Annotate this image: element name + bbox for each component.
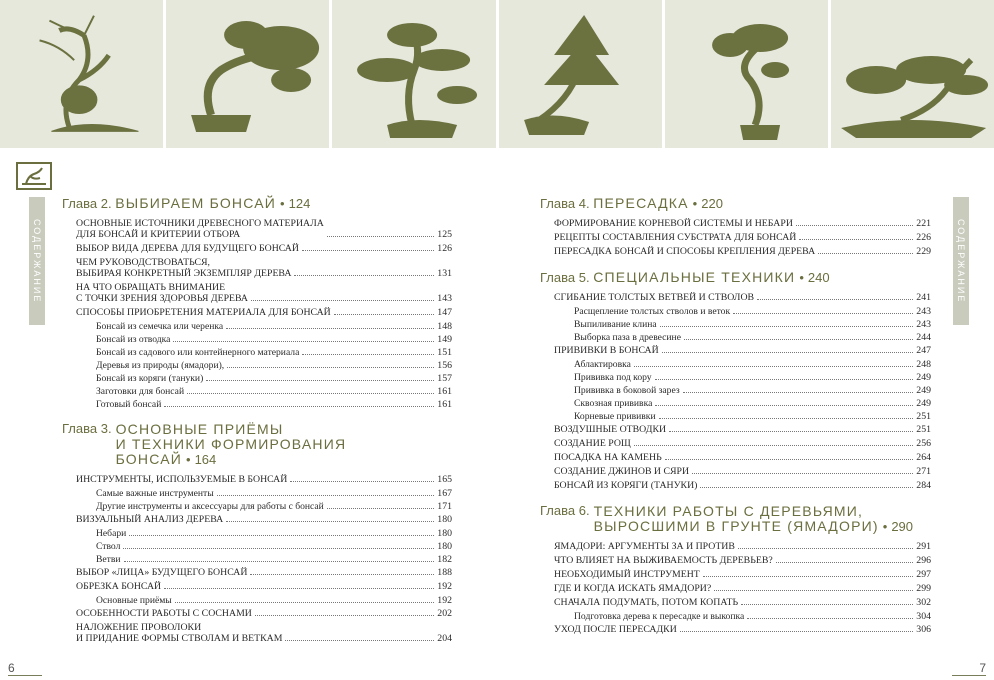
dot-leader xyxy=(684,339,913,340)
entry-title: ВИЗУАЛЬНЫЙ АНАЛИЗ ДЕРЕВА xyxy=(76,514,224,525)
chapter-label: Глава 2. xyxy=(62,196,112,211)
entry-title: ФОРМИРОВАНИЕ КОРНЕВОЙ СИСТЕМЫ И НЕБАРИ xyxy=(554,218,793,229)
dot-leader xyxy=(738,548,913,549)
entry-page: 180 xyxy=(437,514,452,525)
toc-entry[interactable] xyxy=(76,608,452,619)
dot-leader xyxy=(714,590,913,591)
chapter-entries xyxy=(554,218,931,257)
entry-title: Основные приёмы xyxy=(96,595,172,606)
toc-entry[interactable] xyxy=(554,555,931,566)
entry-page: 202 xyxy=(437,608,452,619)
toc-entry[interactable] xyxy=(554,232,931,243)
toc-entry[interactable] xyxy=(76,567,452,578)
entry-title: СПОСОБЫ ПРИОБРЕТЕНИЯ МАТЕРИАЛА ДЛЯ БОНСАЙ xyxy=(76,307,331,318)
entry-page: 249 xyxy=(916,385,931,396)
entry-title: Выпиливание клина xyxy=(574,319,657,330)
bonsai-illustration-6 xyxy=(831,0,994,148)
dot-leader xyxy=(327,236,434,237)
entry-page: 251 xyxy=(916,424,931,435)
toc-entry[interactable] xyxy=(554,345,931,356)
entry-page: 192 xyxy=(437,595,452,606)
toc-subentry[interactable] xyxy=(574,372,931,383)
entry-page: 296 xyxy=(916,555,931,566)
chapter-page: 124 xyxy=(288,196,311,211)
entry-page: 147 xyxy=(437,307,452,318)
dot-leader xyxy=(692,473,913,474)
entry-title: ЯМАДОРИ: АРГУМЕНТЫ ЗА И ПРОТИВ xyxy=(554,541,735,552)
entry-page: 182 xyxy=(437,554,452,565)
entry-page: 131 xyxy=(437,268,452,279)
dot-leader xyxy=(700,487,913,488)
toc-entry[interactable] xyxy=(76,218,452,240)
entry-page: 180 xyxy=(437,541,452,552)
toc-subentry[interactable] xyxy=(96,488,452,499)
entry-page: 243 xyxy=(916,306,931,317)
entry-title: СОЗДАНИЕ ДЖИНОВ И СЯРИ xyxy=(554,466,690,477)
entry-page: 229 xyxy=(916,246,931,257)
toc-entry[interactable] xyxy=(554,541,931,552)
dot-leader xyxy=(173,341,434,342)
dot-leader xyxy=(634,366,913,367)
entry-title: Сквозная прививка xyxy=(574,398,653,409)
entry-page: 148 xyxy=(437,321,452,332)
entry-page: 302 xyxy=(916,597,931,608)
entry-page: 256 xyxy=(916,438,931,449)
entry-page: 126 xyxy=(437,243,452,254)
toc-entry[interactable] xyxy=(76,282,452,304)
entry-title: ОСНОВНЫЕ ИСТОЧНИКИ ДРЕВЕСНОГО МАТЕРИАЛА ДЛЯ БОНСАЙ И КРИТЕРИИ ОТБОРА xyxy=(76,218,324,240)
chapter-title: СПЕЦИАЛЬНЫЕ ТЕХНИКИ xyxy=(593,269,796,285)
entry-title: Выборка паза в древесине xyxy=(574,332,681,343)
entry-page: 161 xyxy=(437,399,452,410)
entry-page: 244 xyxy=(916,332,931,343)
entry-title: СГИБАНИЕ ТОЛСТЫХ ВЕТВЕЙ И СТВОЛОВ xyxy=(554,292,755,303)
entry-page: 204 xyxy=(437,633,452,644)
toc-subentry[interactable] xyxy=(96,399,452,410)
bullet-separator: • xyxy=(882,519,888,534)
entry-page: 284 xyxy=(916,480,931,491)
entry-page: 297 xyxy=(916,569,931,580)
entry-page: 149 xyxy=(437,334,452,345)
toc-subentry[interactable] xyxy=(574,398,931,409)
chapter-heading xyxy=(62,196,452,211)
chapter-title: ТЕХНИКИ РАБОТЫ С ДЕРЕВЬЯМИ, ВЫРОСШИМИ В ГРУНТЕ (ЯМАДОРИ) xyxy=(593,503,879,534)
dot-leader xyxy=(123,548,434,549)
toc-left-column xyxy=(62,196,452,647)
toc-entry[interactable] xyxy=(554,452,931,463)
dot-leader xyxy=(302,354,434,355)
toc-entry[interactable] xyxy=(554,292,931,303)
dot-leader xyxy=(226,328,434,329)
dot-leader xyxy=(683,392,914,393)
chapter-heading xyxy=(540,270,931,285)
entry-title: Прививка под кору xyxy=(574,372,652,383)
dot-leader xyxy=(124,561,435,562)
bullet-separator: • xyxy=(280,196,285,211)
toc-subentry[interactable] xyxy=(574,306,931,317)
chapter-heading xyxy=(540,196,931,211)
bullet-separator: • xyxy=(799,270,804,285)
entry-page: 299 xyxy=(916,583,931,594)
dot-leader xyxy=(747,618,913,619)
entry-title: БОНСАЙ ИЗ КОРЯГИ (ТАНУКИ) xyxy=(554,480,698,491)
dot-leader xyxy=(659,418,914,419)
bullet-separator: • xyxy=(692,196,698,211)
entry-page: 264 xyxy=(916,452,931,463)
chapter-heading xyxy=(540,504,931,534)
entry-page: 221 xyxy=(916,218,931,229)
bonsai-image-strip xyxy=(0,0,994,148)
toc-entry[interactable] xyxy=(554,624,931,635)
entry-title: Корневые прививки xyxy=(574,411,656,422)
entry-title: ВОЗДУШНЫЕ ОТВОДКИ xyxy=(554,424,667,435)
entry-page: 165 xyxy=(437,474,452,485)
entry-page: 143 xyxy=(437,293,452,304)
dot-leader xyxy=(226,521,434,522)
chapter-label: Глава 5. xyxy=(540,270,590,285)
entry-title: Бонсай из коряги (тануки) xyxy=(96,373,204,384)
entry-page: 157 xyxy=(437,373,452,384)
bonsai-illustration-2 xyxy=(166,0,329,148)
dot-leader xyxy=(799,239,913,240)
dot-leader xyxy=(164,406,434,407)
entry-title: ВЫБОР «ЛИЦА» БУДУЩЕГО БОНСАЙ xyxy=(76,567,248,578)
entry-title: ПЕРЕСАДКА БОНСАЙ И СПОСОБЫ КРЕПЛЕНИЯ ДЕРЕВА xyxy=(554,246,816,257)
toc-entry[interactable] xyxy=(76,474,452,485)
entry-title: Деревья из природы (ямадори), xyxy=(96,360,225,371)
entry-title: СНАЧАЛА ПОДУМАТЬ, ПОТОМ КОПАТЬ xyxy=(554,597,739,608)
toc-subentry[interactable] xyxy=(96,595,452,606)
dot-leader xyxy=(227,367,434,368)
dot-leader xyxy=(655,379,914,380)
dot-leader xyxy=(665,459,914,460)
entry-page: 156 xyxy=(437,360,452,371)
entry-page: 125 xyxy=(437,229,452,240)
dot-leader xyxy=(250,574,434,575)
toc-subentry[interactable] xyxy=(574,332,931,343)
toc-subentry[interactable] xyxy=(574,385,931,396)
chapter-label: Глава 3. xyxy=(62,421,112,436)
entry-page: 249 xyxy=(916,398,931,409)
toc-subentry[interactable] xyxy=(574,359,931,370)
toc-subentry[interactable] xyxy=(574,319,931,330)
dot-leader xyxy=(334,314,435,315)
chapter-label: Глава 4. xyxy=(540,196,590,211)
entry-title: УХОД ПОСЛЕ ПЕРЕСАДКИ xyxy=(554,624,677,635)
entry-title: ЧТО ВЛИЯЕТ НА ВЫЖИВАЕМОСТЬ ДЕРЕВЬЕВ? xyxy=(554,555,773,566)
book-logo-icon xyxy=(16,162,52,190)
entry-page: 247 xyxy=(916,345,931,356)
dot-leader xyxy=(290,481,434,482)
entry-title: Небари xyxy=(96,528,127,539)
toc-subentry[interactable] xyxy=(96,347,452,358)
entry-title: НЕОБХОДИМЫЙ ИНСТРУМЕНТ xyxy=(554,569,700,580)
entry-page: 248 xyxy=(916,359,931,370)
chapter-entries xyxy=(76,474,452,644)
chapter-title: ПЕРЕСАДКА xyxy=(593,195,689,211)
chapter-title: ВЫБИРАЕМ БОНСАЙ xyxy=(115,195,277,211)
dot-leader xyxy=(660,326,914,327)
entry-page: 306 xyxy=(916,624,931,635)
dot-leader xyxy=(217,495,435,496)
entry-page: 249 xyxy=(916,372,931,383)
toc-subentry[interactable] xyxy=(96,386,452,397)
dot-leader xyxy=(776,562,914,563)
chapter-label: Глава 6. xyxy=(540,503,590,518)
chapter-page: 220 xyxy=(701,196,723,211)
toc-entry[interactable] xyxy=(554,597,931,608)
entry-title: СОЗДАНИЕ РОЩ xyxy=(554,438,631,449)
toc-subentry[interactable] xyxy=(574,611,931,622)
entry-title: ОСОБЕННОСТИ РАБОТЫ С СОСНАМИ xyxy=(76,608,252,619)
entry-page: 304 xyxy=(916,611,931,622)
entry-title: Самые важные инструменты xyxy=(96,488,214,499)
entry-page: 291 xyxy=(916,541,931,552)
dot-leader xyxy=(187,393,434,394)
entry-title: ЧЕМ РУКОВОДСТВОВАТЬСЯ, ВЫБИРАЯ КОНКРЕТНЫЙ ЭКЗЕМПЛЯР ДЕРЕВА xyxy=(76,257,292,279)
entry-page: 226 xyxy=(916,232,931,243)
entry-title: ПРИВИВКИ В БОНСАЙ xyxy=(554,345,659,356)
bullet-separator: • xyxy=(186,452,191,467)
entry-title: Бонсай из отводка xyxy=(96,334,171,345)
entry-title: Бонсай из садового или контейнерного материала xyxy=(96,347,300,358)
entry-title: НА ЧТО ОБРАЩАТЬ ВНИМАНИЕ С ТОЧКИ ЗРЕНИЯ ЗДОРОВЬЯ ДЕРЕВА xyxy=(76,282,248,304)
chapter-page: 290 xyxy=(891,519,914,534)
toc-entry[interactable] xyxy=(76,257,452,279)
entry-title: Ствол xyxy=(96,541,121,552)
dot-leader xyxy=(662,352,914,353)
entry-page: 192 xyxy=(437,581,452,592)
dot-leader xyxy=(669,431,913,432)
entry-title: Подготовка дерева к пересадке и выкопка xyxy=(574,611,745,622)
dot-leader xyxy=(733,313,913,314)
entry-title: ОБРЕЗКА БОНСАЙ xyxy=(76,581,162,592)
dot-leader xyxy=(206,380,434,381)
chapter-page: 240 xyxy=(807,270,830,285)
side-label-right: СОДЕРЖАНИЕ xyxy=(953,197,969,325)
chapter-heading xyxy=(62,422,452,467)
entry-page: 167 xyxy=(437,488,452,499)
dot-leader xyxy=(302,250,434,251)
entry-title: Заготовки для бонсай xyxy=(96,386,185,397)
toc-subentry[interactable] xyxy=(96,360,452,371)
toc-entry[interactable] xyxy=(554,218,931,229)
entry-title: НАЛОЖЕНИЕ ПРОВОЛОКИ И ПРИДАНИЕ ФОРМЫ СТВОЛАМ И ВЕТКАМ xyxy=(76,622,283,644)
entry-title: ВЫБОР ВИДА ДЕРЕВА ДЛЯ БУДУЩЕГО БОНСАЙ xyxy=(76,243,299,254)
entry-page: 251 xyxy=(916,411,931,422)
entry-page: 188 xyxy=(437,567,452,578)
toc-entry[interactable] xyxy=(554,438,931,449)
dot-leader xyxy=(818,253,913,254)
entry-title: РЕЦЕПТЫ СОСТАВЛЕНИЯ СУБСТРАТА ДЛЯ БОНСАЙ xyxy=(554,232,797,243)
entry-page: 171 xyxy=(437,501,452,512)
entry-page: 271 xyxy=(916,466,931,477)
entry-page: 161 xyxy=(437,386,452,397)
entry-page: 243 xyxy=(916,319,931,330)
chapter-title: ОСНОВНЫЕ ПРИЁМЫ И ТЕХНИКИ ФОРМИРОВАНИЯ БОНСАЙ xyxy=(115,421,347,467)
toc-right-column xyxy=(540,196,931,638)
bonsai-illustration-3 xyxy=(332,0,495,148)
dot-leader xyxy=(175,602,435,603)
entry-title: Расщепление толстых стволов и веток xyxy=(574,306,731,317)
toc-subentry[interactable] xyxy=(96,334,452,345)
dot-leader xyxy=(757,299,913,300)
toc-subentry[interactable] xyxy=(96,501,452,512)
entry-title: Аблактировка xyxy=(574,359,631,370)
chapter-entries xyxy=(554,541,931,635)
chapter-entries xyxy=(76,218,452,410)
dot-leader xyxy=(327,508,434,509)
dot-leader xyxy=(741,604,913,605)
bonsai-illustration-4 xyxy=(499,0,662,148)
toc-entry[interactable] xyxy=(76,622,452,644)
entry-title: Другие инструменты и аксессуары для работы с бонсай xyxy=(96,501,324,512)
toc-entry[interactable] xyxy=(554,466,931,477)
entry-title: ГДЕ И КОГДА ИСКАТЬ ЯМАДОРИ? xyxy=(554,583,712,594)
entry-title: Прививка в боковой зарез xyxy=(574,385,680,396)
entry-title: ПОСАДКА НА КАМЕНЬ xyxy=(554,452,662,463)
entry-page: 180 xyxy=(437,528,452,539)
dot-leader xyxy=(796,225,913,226)
entry-title: Бонсай из семечка или черенка xyxy=(96,321,224,332)
dot-leader xyxy=(680,631,914,632)
entry-title: Ветви xyxy=(96,554,121,565)
chapter-entries xyxy=(554,292,931,491)
entry-title: Готовый бонсай xyxy=(96,399,162,410)
bonsai-illustration-5 xyxy=(665,0,828,148)
toc-subentry[interactable] xyxy=(96,528,452,539)
toc-subentry[interactable] xyxy=(96,321,452,332)
side-label-left: СОДЕРЖАНИЕ xyxy=(29,197,45,325)
toc-subentry[interactable] xyxy=(574,411,931,422)
page-number-right: 7 xyxy=(952,661,986,676)
dot-leader xyxy=(164,588,434,589)
dot-leader xyxy=(634,445,914,446)
dot-leader xyxy=(285,640,434,641)
toc-entry[interactable] xyxy=(76,514,452,525)
toc-entry[interactable] xyxy=(76,307,452,318)
toc-subentry[interactable] xyxy=(96,541,452,552)
toc-entry[interactable] xyxy=(554,424,931,435)
toc-entry[interactable] xyxy=(554,480,931,491)
dot-leader xyxy=(655,405,913,406)
toc-entry[interactable] xyxy=(76,581,452,592)
chapter-page: 164 xyxy=(194,452,217,467)
toc-entry[interactable] xyxy=(76,243,452,254)
toc-entry[interactable] xyxy=(554,583,931,594)
entry-page: 151 xyxy=(437,347,452,358)
dot-leader xyxy=(251,300,434,301)
toc-subentry[interactable] xyxy=(96,373,452,384)
toc-entry[interactable] xyxy=(554,569,931,580)
dot-leader xyxy=(294,275,434,276)
toc-subentry[interactable] xyxy=(96,554,452,565)
dot-leader xyxy=(129,535,434,536)
dot-leader xyxy=(255,615,434,616)
toc-entry[interactable] xyxy=(554,246,931,257)
bonsai-illustration-1 xyxy=(0,0,163,148)
page-number-left: 6 xyxy=(8,661,42,676)
dot-leader xyxy=(703,576,914,577)
entry-title: ИНСТРУМЕНТЫ, ИСПОЛЬЗУЕМЫЕ В БОНСАЙ xyxy=(76,474,288,485)
entry-page: 241 xyxy=(916,292,931,303)
